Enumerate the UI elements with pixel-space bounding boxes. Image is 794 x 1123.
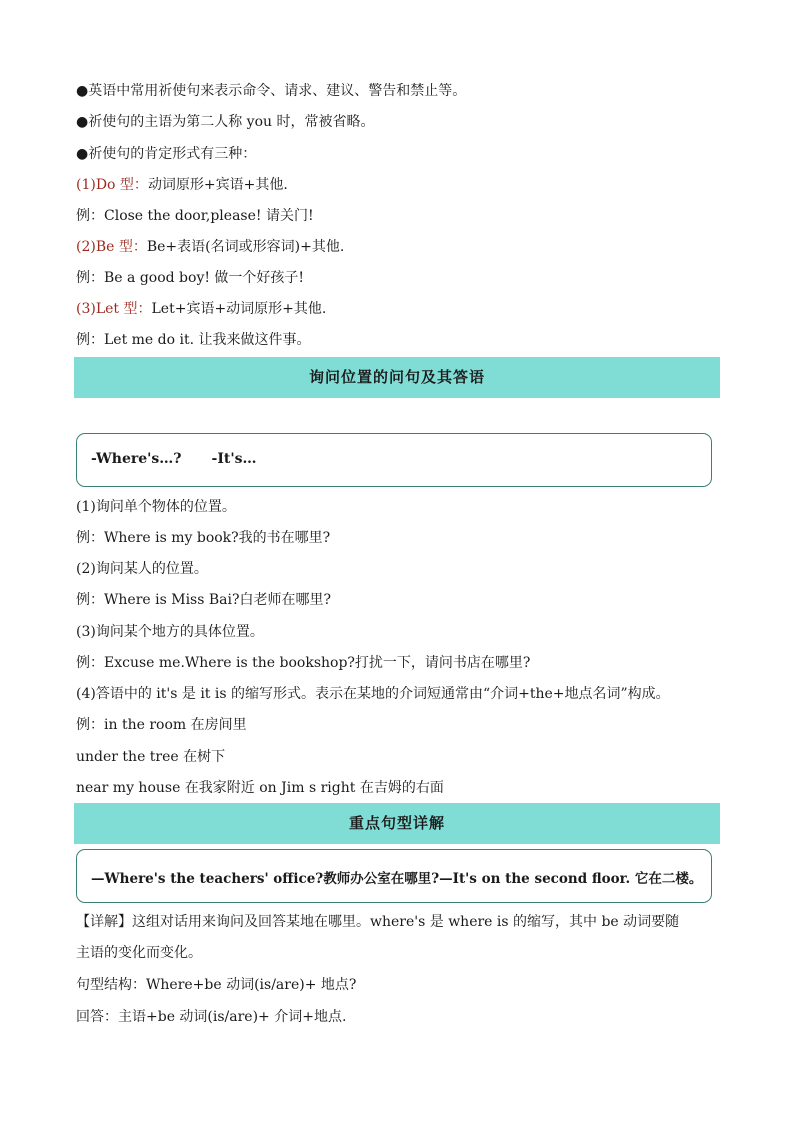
location-line-7: (4)答语中的 it's 是 it is 的缩写形式。表示在某地的介词短通常由“介词+the+地点名词”构成。 xyxy=(76,686,670,702)
bullet-imperative-forms: ●祈使句的肯定形式有三种： xyxy=(76,146,257,162)
type1-line xyxy=(76,175,288,195)
location-line-1: (1)询问单个物体的位置。 xyxy=(76,499,236,515)
type3-example: 例：Let me do it. 让我来做这件事。 xyxy=(76,332,311,348)
type3-line xyxy=(76,299,326,319)
location-line-10: near my house 在我家附近 on Jim s right 在吉姆的右面 xyxy=(76,780,444,796)
location-line-6: 例：Excuse me.Where is the bookshop?打扰一下，请问书店在哪里? xyxy=(76,655,531,671)
pattern-answer: -It's… xyxy=(211,451,257,467)
detail-line-1: 【详解】这组对话用来询问及回答某地在哪里。where's 是 where is 的缩写，其中 be 动词要随 xyxy=(76,914,680,930)
type2-example: 例：Be a good boy! 做一个好孩子! xyxy=(76,270,305,286)
type2-line xyxy=(76,237,344,257)
location-line-3: (2)询问某人的位置。 xyxy=(76,561,208,577)
answer-line: 回答：主语+be 动词(is/are)+ 介词+地点. xyxy=(76,1009,347,1025)
pattern-box-where xyxy=(76,433,712,487)
pattern-box-content xyxy=(91,451,257,467)
bullet-imperative-usage: ●英语中常用祈使句来表示命令、请求、建议、警告和禁止等。 xyxy=(76,83,467,99)
type1-example: 例：Close the door,please! 请关门! xyxy=(76,208,314,224)
detail-line-2: 主语的变化而变化。 xyxy=(76,945,202,961)
location-line-4: 例：Where is Miss Bai?白老师在哪里? xyxy=(76,592,331,608)
location-line-9: under the tree 在树下 xyxy=(76,749,226,765)
pattern-question: -Where's…? xyxy=(91,451,182,467)
key-pattern-text: —Where's the teachers' office?教师办公室在哪里?—It's on the second floor. 它在二楼。 xyxy=(91,871,703,887)
type2-text: Be+表语(名词或形容词)+其他. xyxy=(146,239,345,255)
type3-text: Let+宾语+动词原形+其他. xyxy=(151,301,327,317)
bullet-imperative-subject: ●祈使句的主语为第二人称 you 时，常被省略。 xyxy=(76,114,375,130)
type1-text: 动词原形+宾语+其他. xyxy=(147,177,288,193)
type2-label: (2)Be 型： xyxy=(76,239,147,255)
type3-label: (3)Let 型： xyxy=(76,301,152,317)
structure-line: 句型结构：Where+be 动词(is/are)+ 地点? xyxy=(76,977,357,993)
location-line-8: 例：in the room 在房间里 xyxy=(76,717,247,733)
location-line-5: (3)询问某个地方的具体位置。 xyxy=(76,624,264,640)
key-pattern-box xyxy=(76,849,712,903)
section-heading-key-patterns: 重点句型详解 xyxy=(74,803,720,844)
section-heading-location: 询问位置的问句及其答语 xyxy=(74,357,720,398)
location-line-2: 例：Where is my book?我的书在哪里? xyxy=(76,530,331,546)
type1-label: (1)Do 型： xyxy=(76,177,148,193)
